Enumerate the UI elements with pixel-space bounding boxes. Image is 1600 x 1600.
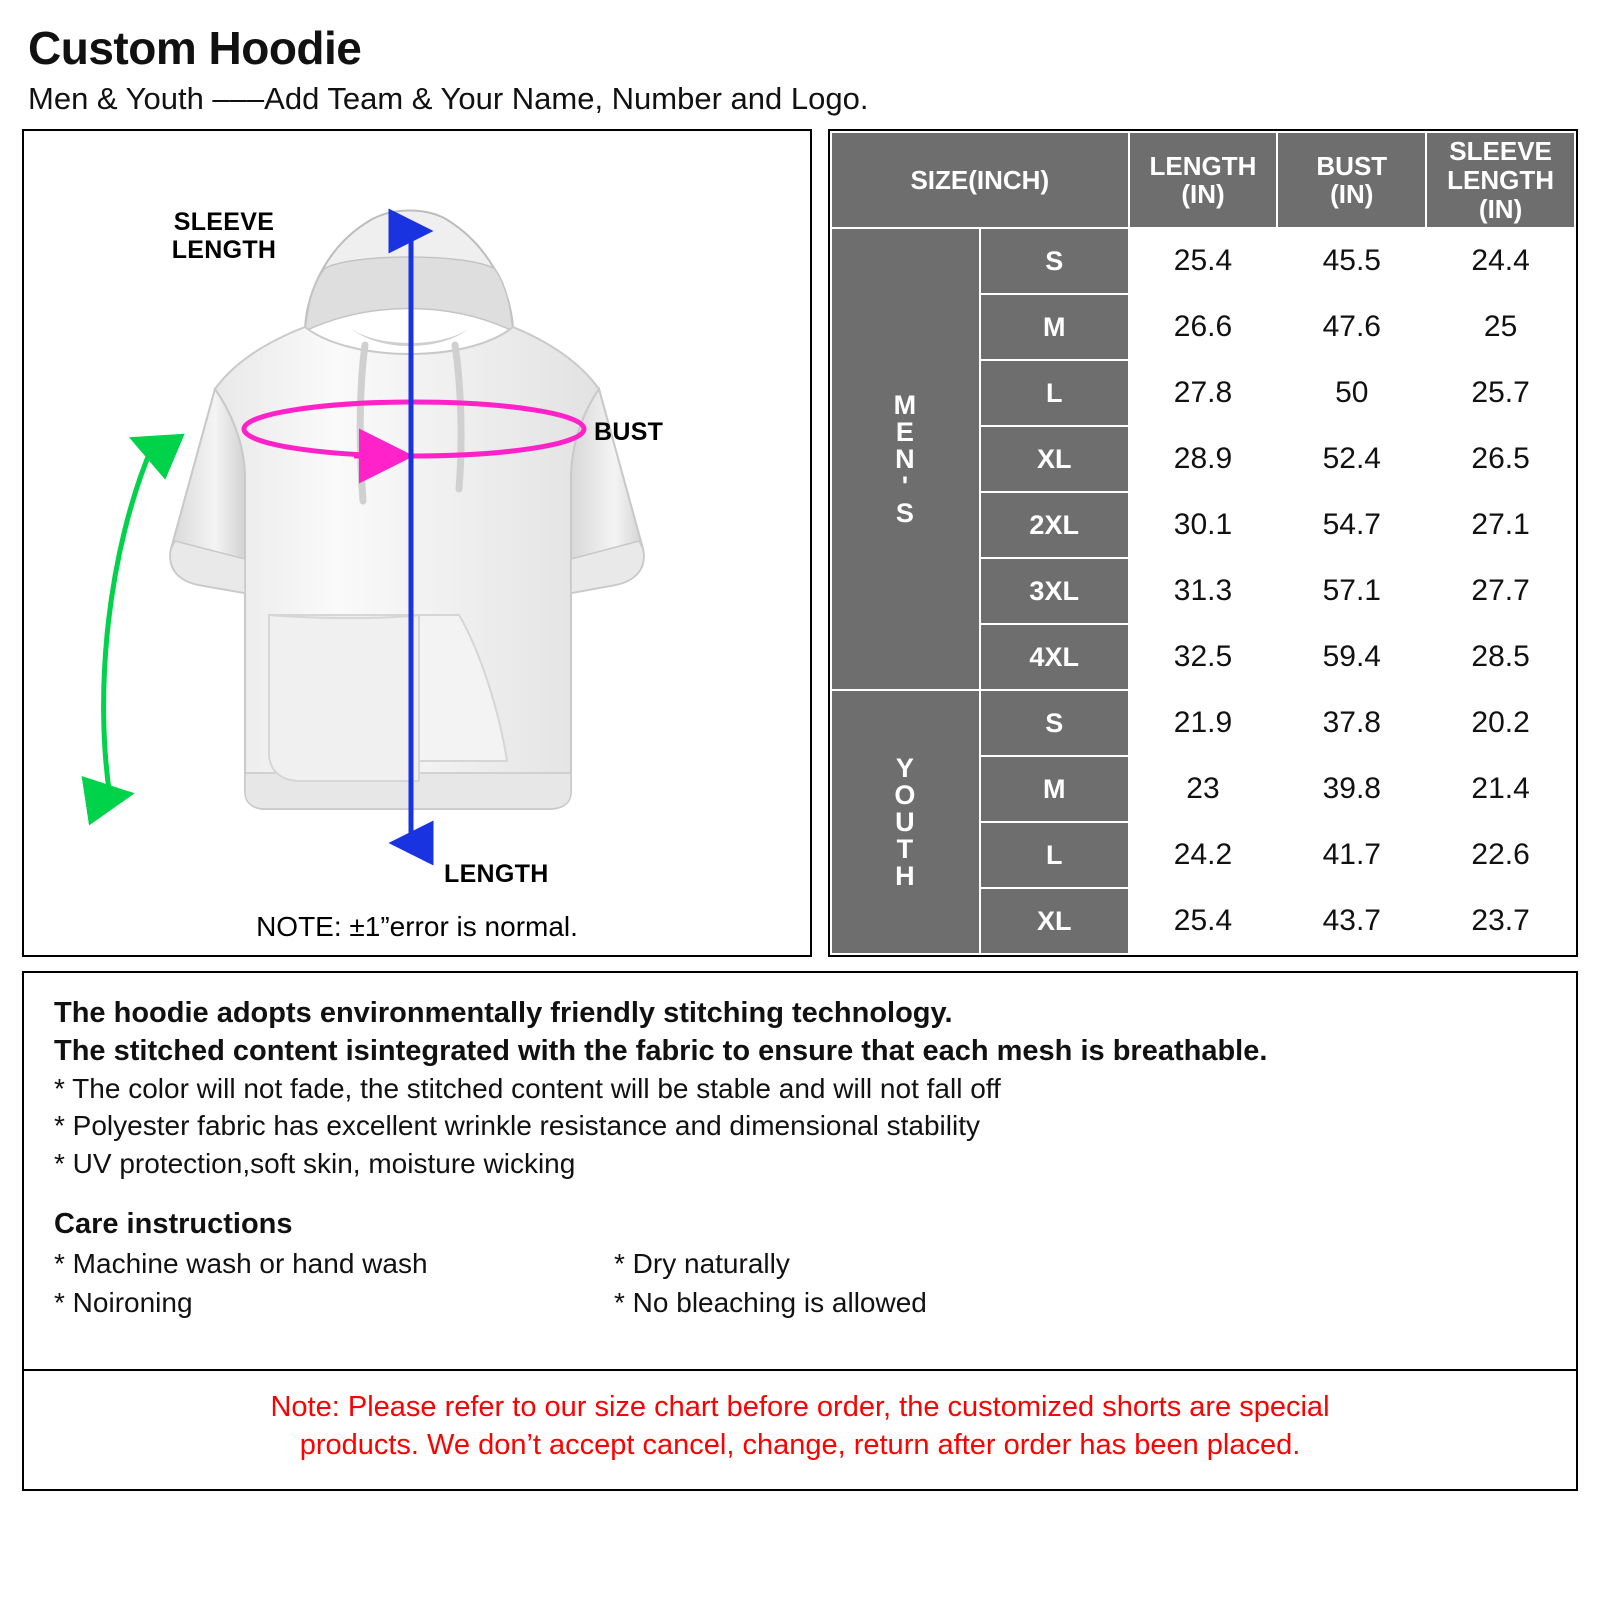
- care-item: * Noironing: [54, 1286, 193, 1318]
- cell-size: XL: [980, 426, 1129, 492]
- cell-size: S: [980, 690, 1129, 756]
- group-label-mens: [831, 228, 980, 690]
- group-letter: Y: [895, 752, 915, 783]
- cell-length: 21.9: [1129, 690, 1278, 756]
- cell-sleeve: 22.6: [1426, 822, 1575, 888]
- cell-sleeve: 25.7: [1426, 360, 1575, 426]
- cell-size: 4XL: [980, 624, 1129, 690]
- cell-sleeve: 24.4: [1426, 228, 1575, 294]
- cell-bust: 47.6: [1277, 294, 1426, 360]
- size-table-container: [828, 129, 1578, 957]
- description-bullet2: * Polyester fabric has excellent wrinkle resistance and dimensional stability: [54, 1110, 980, 1142]
- group-letter: U: [895, 806, 916, 837]
- size-table-body: [831, 228, 1575, 954]
- description-bullet1: * The color will not fade, the stitched content will be stable and will not fall off: [54, 1072, 1001, 1104]
- group-letter: E: [895, 416, 915, 447]
- header-bust-l2: (IN): [1330, 179, 1374, 210]
- size-table-header-row: [831, 132, 1575, 228]
- care-column-right: [614, 1245, 927, 1322]
- measurement-diagram: [22, 129, 812, 957]
- care-item: * Dry naturally: [614, 1248, 790, 1280]
- header-sleeve-l1: SLEEVE: [1449, 136, 1552, 167]
- care-item: * Machine wash or hand wash: [54, 1248, 428, 1280]
- table-row: [831, 690, 1575, 756]
- warning-line2: products. We don’t accept cancel, change, return after order has been placed.: [299, 1429, 1301, 1462]
- group-letter: N: [895, 443, 916, 474]
- cell-sleeve: 25: [1426, 294, 1575, 360]
- cell-size: 2XL: [980, 492, 1129, 558]
- cell-sleeve: 27.1: [1426, 492, 1575, 558]
- care-column-left: [54, 1245, 614, 1322]
- header-sleeve-l2: LENGTH: [1447, 165, 1555, 196]
- description-bullet3: * UV protection,soft skin, moisture wicking: [54, 1147, 576, 1179]
- cell-sleeve: 26.5: [1426, 426, 1575, 492]
- group-letter: H: [895, 860, 916, 891]
- description-line1: The hoodie adopts environmentally friendly stitching technology.: [54, 997, 953, 1030]
- top-section: [22, 129, 1578, 957]
- measurement-arrows: [24, 131, 814, 959]
- cell-sleeve: 20.2: [1426, 690, 1575, 756]
- measurement-note: NOTE: ±1”error is normal.: [256, 911, 578, 943]
- warning-line1: Note: Please refer to our size chart before order, the customized shorts are special: [270, 1391, 1330, 1424]
- group-letter: ': [901, 470, 910, 501]
- group-letter: S: [895, 497, 915, 528]
- header-size: SIZE(INCH): [831, 132, 1129, 228]
- cell-bust: 59.4: [1277, 624, 1426, 690]
- cell-sleeve: 21.4: [1426, 756, 1575, 822]
- size-table-head: [831, 132, 1575, 228]
- length-label: LENGTH: [444, 860, 549, 889]
- cell-size: M: [980, 756, 1129, 822]
- cell-bust: 41.7: [1277, 822, 1426, 888]
- header-sleeve: [1426, 132, 1575, 228]
- care-instructions-title: Care instructions: [54, 1208, 293, 1241]
- cell-size: L: [980, 822, 1129, 888]
- header-bust-l1: BUST: [1316, 150, 1388, 181]
- group-letter: O: [894, 779, 917, 810]
- cell-sleeve: 28.5: [1426, 624, 1575, 690]
- cell-size: 3XL: [980, 558, 1129, 624]
- header-sleeve-l3: (IN): [1478, 193, 1523, 224]
- cell-length: 25.4: [1129, 228, 1278, 294]
- cell-length: 27.8: [1129, 360, 1278, 426]
- sleeve-length-label: [149, 209, 299, 264]
- size-table: [830, 131, 1576, 955]
- cell-bust: 43.7: [1277, 888, 1426, 954]
- care-instructions-grid: [54, 1245, 1546, 1322]
- cell-length: 31.3: [1129, 558, 1278, 624]
- cell-bust: 39.8: [1277, 756, 1426, 822]
- header-length: [1129, 132, 1278, 228]
- description-box: [22, 971, 1578, 1371]
- cell-sleeve: 27.7: [1426, 558, 1575, 624]
- cell-size: S: [980, 228, 1129, 294]
- header-bust: [1277, 132, 1426, 228]
- cell-bust: 50: [1277, 360, 1426, 426]
- cell-length: 24.2: [1129, 822, 1278, 888]
- cell-length: 30.1: [1129, 492, 1278, 558]
- hoodie-illustration-wrap: [24, 131, 810, 955]
- cell-bust: 52.4: [1277, 426, 1426, 492]
- cell-length: 32.5: [1129, 624, 1278, 690]
- group-label-youth: [831, 690, 980, 954]
- sleeve-length-label-line1: SLEEVE: [173, 208, 275, 237]
- cell-length: 28.9: [1129, 426, 1278, 492]
- cell-length: 26.6: [1129, 294, 1278, 360]
- header-length-l2: (IN): [1181, 179, 1225, 210]
- cell-bust: 45.5: [1277, 228, 1426, 294]
- sleeve-length-label-line2: LENGTH: [171, 235, 277, 264]
- description-line2: The stitched content isintegrated with the fabric to ensure that each mesh is breathable.: [54, 1034, 1268, 1067]
- group-letter: M: [893, 389, 918, 420]
- cell-size: L: [980, 360, 1129, 426]
- care-item: * No bleaching is allowed: [614, 1286, 927, 1318]
- header-length-l1: LENGTH: [1149, 150, 1257, 181]
- cell-sleeve: 23.7: [1426, 888, 1575, 954]
- cell-bust: 37.8: [1277, 690, 1426, 756]
- cell-bust: 54.7: [1277, 492, 1426, 558]
- warning-box: [22, 1371, 1578, 1491]
- cell-size: XL: [980, 888, 1129, 954]
- table-row: [831, 228, 1575, 294]
- page-subtitle: Men & Youth –––Add Team & Your Name, Number and Logo.: [28, 81, 869, 117]
- cell-bust: 57.1: [1277, 558, 1426, 624]
- page-title: Custom Hoodie: [28, 22, 362, 74]
- group-letter: T: [896, 833, 915, 864]
- cell-length: 23: [1129, 756, 1278, 822]
- cell-length: 25.4: [1129, 888, 1278, 954]
- cell-size: M: [980, 294, 1129, 360]
- bust-label: BUST: [594, 418, 664, 447]
